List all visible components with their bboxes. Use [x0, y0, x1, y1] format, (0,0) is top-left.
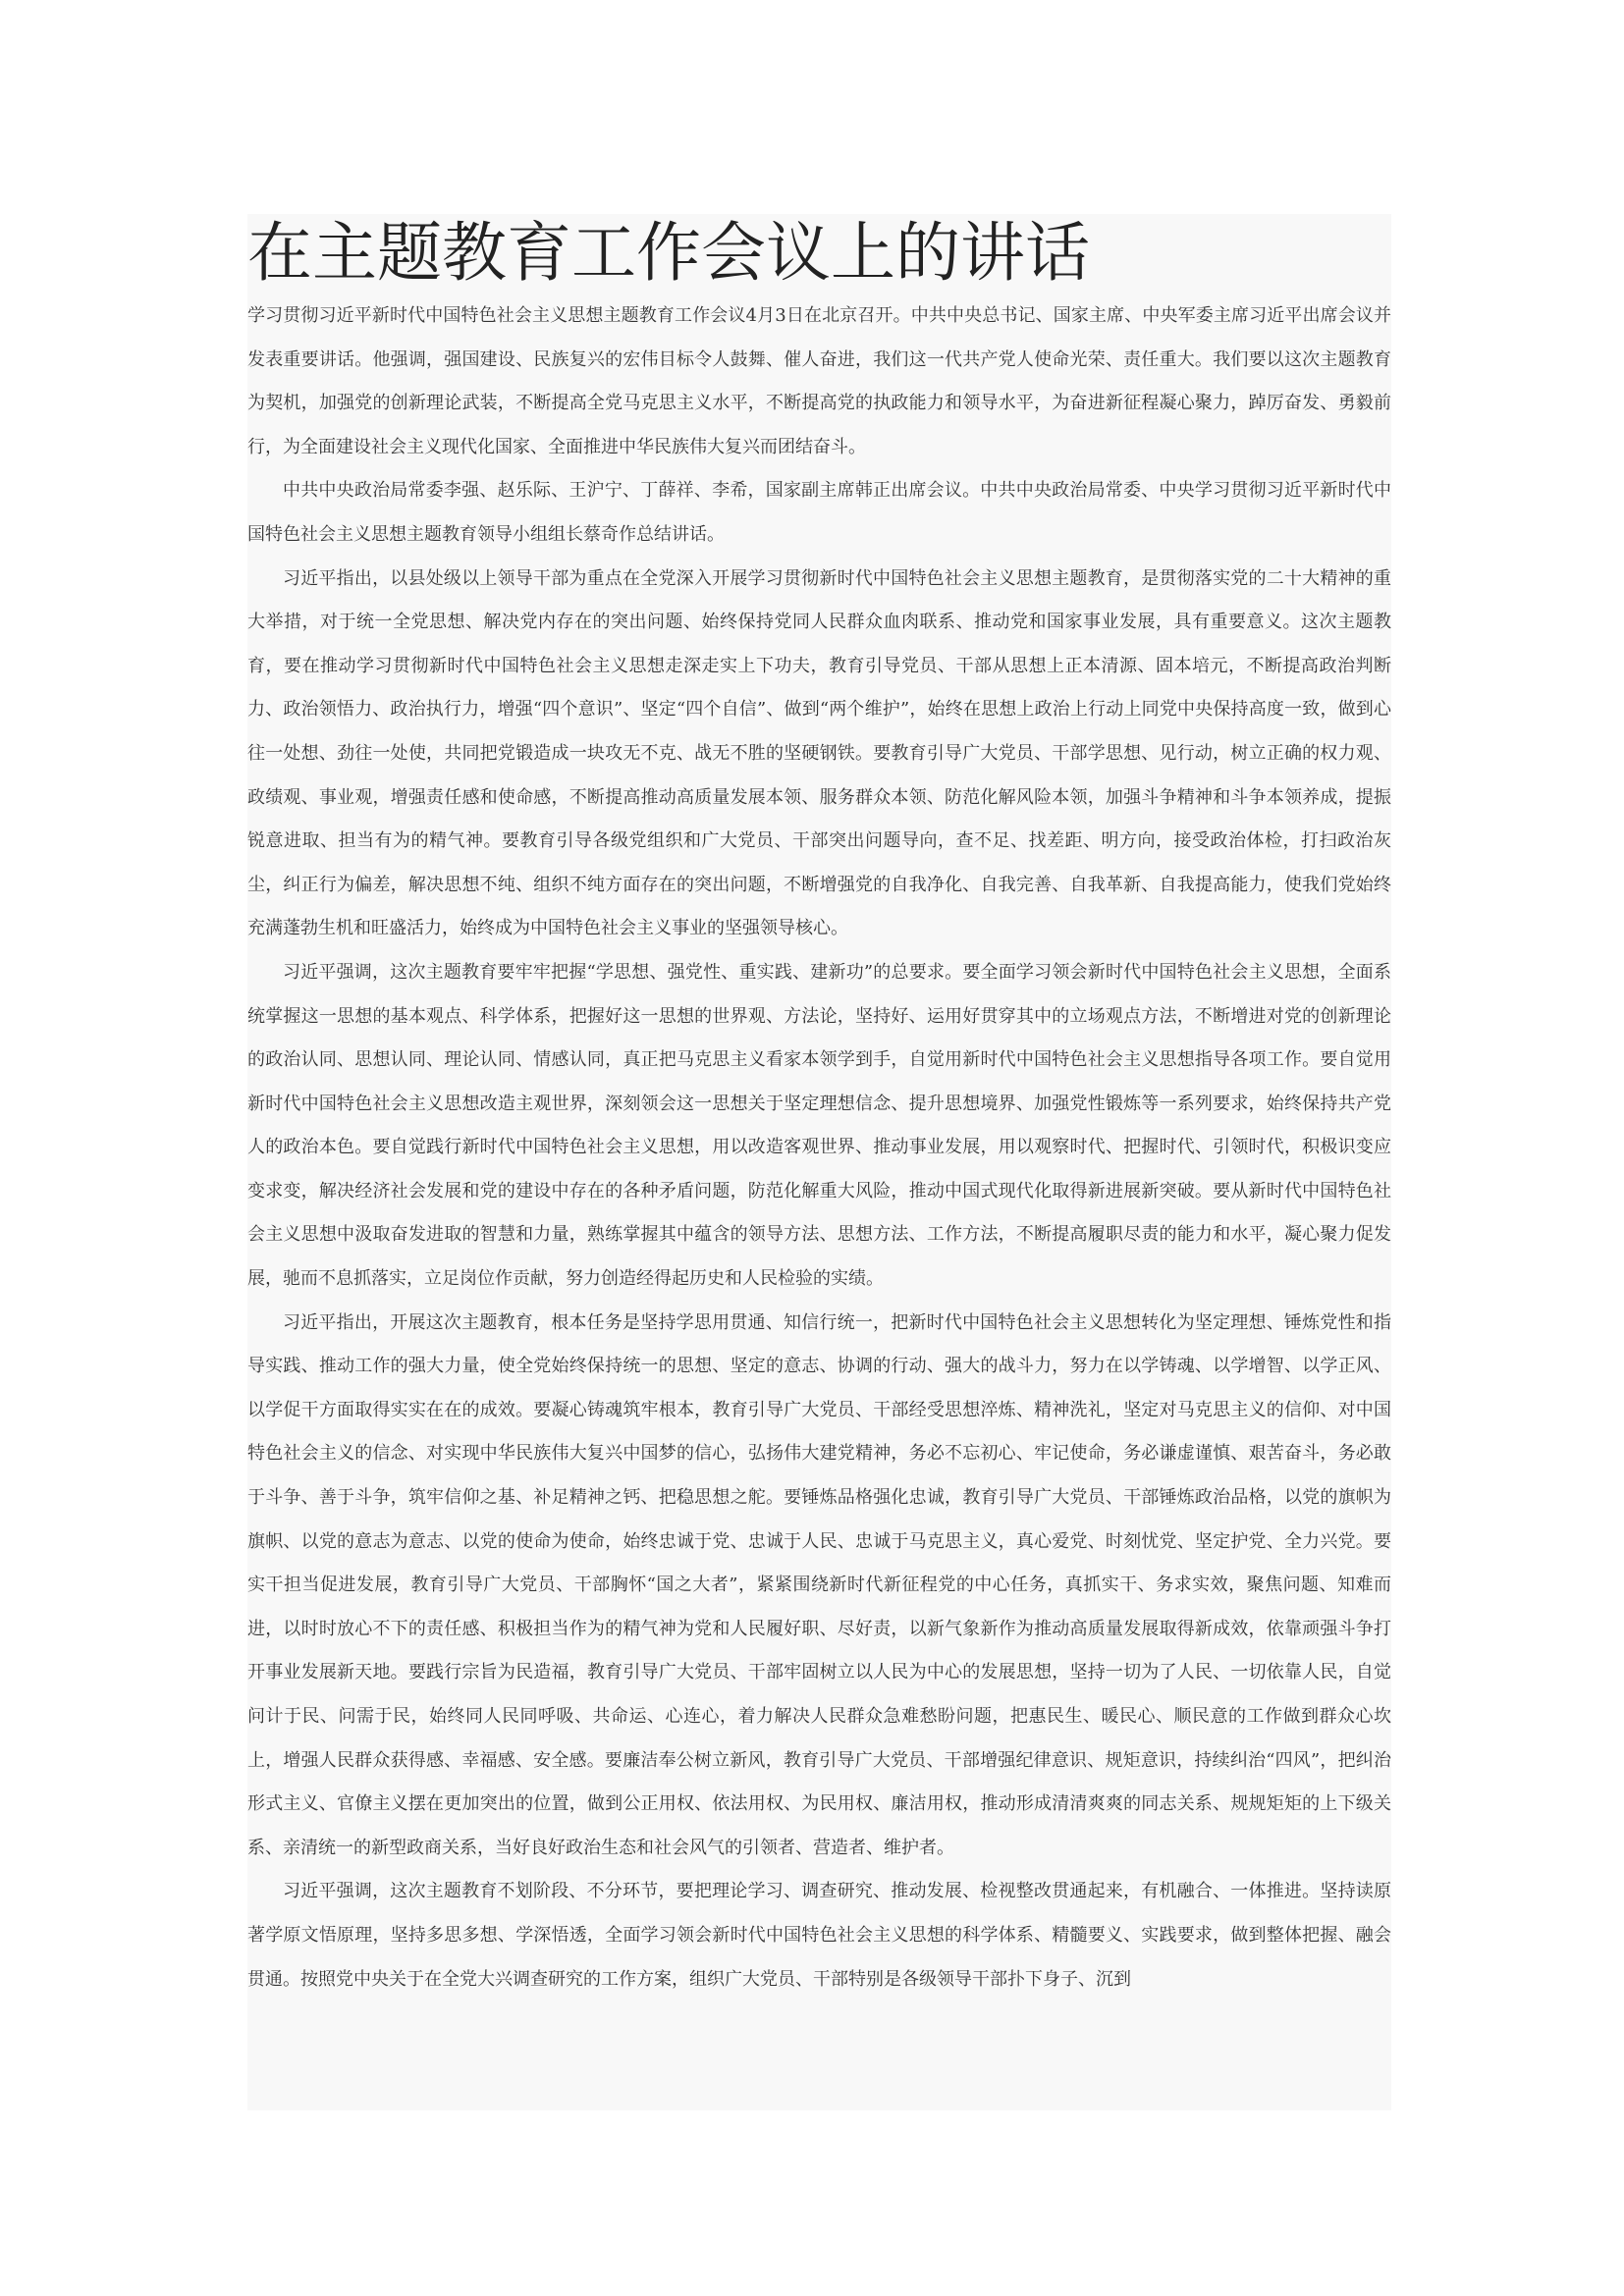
- document-title: 在主题教育工作会议上的讲话: [247, 215, 1090, 291]
- document-body: [247, 294, 1391, 2002]
- paragraph-1: 学习贯彻习近平新时代中国特色社会主义思想主题教育工作会议4月3日在北京召开。中共中央总书记、国家主席、中央军委主席习近平出席会议并发表重要讲话。他强调，强国建设、民族复兴的宏伟目标令人鼓舞、催人奋进，我们这一代共产党人使命光荣、责任重大。我们要以这次主题教育为契机，加强党的创新理论武装，不断提高全党马克思主义水平，不断提高党的执政能力和领导水平，为奋进新征程凝心聚力，踔厉奋发、勇毅前行，为全面建设社会主义现代化国家、全面推进中华民族伟大复兴而团结奋斗。: [247, 305, 1391, 457]
- paragraph-2: 中共中央政治局常委李强、赵乐际、王沪宁、丁薛祥、李希，国家副主席韩正出席会议。中共中央政治局常委、中央学习贯彻习近平新时代中国特色社会主义思想主题教育领导小组组长蔡奇作总结讲话。: [247, 480, 1391, 545]
- paragraph-5: 习近平指出，开展这次主题教育，根本任务是坚持学思用贯通、知信行统一，把新时代中国特色社会主义思想转化为坚定理想、锤炼党性和指导实践、推动工作的强大力量，使全党始终保持统一的思想、坚定的意志、协调的行动、强大的战斗力，努力在以学铸魂、以学增智、以学正风、以学促干方面取得实实在在的成效。要凝心铸魂筑牢根本，教育引导广大党员、干部经受思想淬炼、精神洗礼，坚定对马克思主义的信仰、对中国特色社会主义的信念、对实现中华民族伟大复兴中国梦的信心，弘扬伟大建党精神，务必不忘初心、牢记使命，务必谦虚谨慎、艰苦奋斗，务必敢于斗争、善于斗争，筑牢信仰之基、补足精神之钙、把稳思想之舵。要锤炼品格强化忠诚，教育引导广大党员、干部锤炼政治品格，以党的旗帜为旗帜、以党的意志为意志、以党的使命为使命，始终忠诚于党、忠诚于人民、忠诚于马克思主义，真心爱党、时刻忧党、坚定护党、全力兴党。要实干担当促进发展，教育引导广大党员、干部胸怀“国之大者”，紧紧围绕新时代新征程党的中心任务，真抓实干、务求实效，聚焦问题、知难而进，以时时放心不下的责任感、积极担当作为的精气神为党和人民履好职、尽好责，以新气象新作为推动高质量发展取得新成效，依靠顽强斗争打开事业发展新天地。要践行宗旨为民造福，教育引导广大党员、干部牢固树立以人民为中心的发展思想，坚持一切为了人民、一切依靠人民，自觉问计于民、问需于民，始终同人民同呼吸、共命运、心连心，着力解决人民群众急难愁盼问题，把惠民生、暖民心、顺民意的工作做到群众心坎上，增强人民群众获得感、幸福感、安全感。要廉洁奉公树立新风，教育引导广大党员、干部增强纪律意识、规矩意识，持续纠治“四风”，把纠治形式主义、官僚主义摆在更加突出的位置，做到公正用权、依法用权、为民用权、廉洁用权，推动形成清清爽爽的同志关系、规规矩矩的上下级关系、亲清统一的新型政商关系，当好良好政治生态和社会风气的引领者、营造者、维护者。: [247, 1311, 1391, 1858]
- document-page: [247, 214, 1391, 2110]
- paragraph-6: 习近平强调，这次主题教育不划阶段、不分环节，要把理论学习、调查研究、推动发展、检视整改贯通起来，有机融合、一体推进。坚持读原著学原文悟原理，坚持多思多想、学深悟透，全面学习领会新时代中国特色社会主义思想的科学体系、精髓要义、实践要求，做到整体把握、融会贯通。按照党中央关于在全党大兴调查研究的工作方案，组织广大党员、干部特别是各级领导干部扑下身子、沉到: [247, 1881, 1391, 1990]
- paragraph-4: 习近平强调，这次主题教育要牢牢把握“学思想、强党性、重实践、建新功”的总要求。要全面学习领会新时代中国特色社会主义思想，全面系统掌握这一思想的基本观点、科学体系，把握好这一思想的世界观、方法论，坚持好、运用好贯穿其中的立场观点方法，不断增进对党的创新理论的政治认同、思想认同、理论认同、情感认同，真正把马克思主义看家本领学到手，自觉用新时代中国特色社会主义思想指导各项工作。要自觉用新时代中国特色社会主义思想改造主观世界，深刻领会这一思想关于坚定理想信念、提升思想境界、加强党性锻炼等一系列要求，始终保持共产党人的政治本色。要自觉践行新时代中国特色社会主义思想，用以改造客观世界、推动事业发展，用以观察时代、把握时代、引领时代，积极识变应变求变，解决经济社会发展和党的建设中存在的各种矛盾问题，防范化解重大风险，推动中国式现代化取得新进展新突破。要从新时代中国特色社会主义思想中汲取奋发进取的智慧和力量，熟练掌握其中蕴含的领导方法、思想方法、工作方法，不断提高履职尽责的能力和水平，凝心聚力促发展，驰而不息抓落实，立足岗位作贡献，努力创造经得起历史和人民检验的实绩。: [247, 961, 1391, 1290]
- paragraph-3: 习近平指出，以县处级以上领导干部为重点在全党深入开展学习贯彻新时代中国特色社会主义思想主题教育，是贯彻落实党的二十大精神的重大举措，对于统一全党思想、解决党内存在的突出问题、始终保持党同人民群众血肉联系、推动党和国家事业发展，具有重要意义。这次主题教育，要在推动学习贯彻新时代中国特色社会主义思想走深走实上下功夫，教育引导党员、干部从思想上正本清源、固本培元，不断提高政治判断力、政治领悟力、政治执行力，增强“四个意识”、坚定“四个自信”、做到“两个维护”，始终在思想上政治上行动上同党中央保持高度一致，做到心往一处想、劲往一处使，共同把党锻造成一块攻无不克、战无不胜的坚硬钢铁。要教育引导广大党员、干部学思想、见行动，树立正确的权力观、政绩观、事业观，增强责任感和使命感，不断提高推动高质量发展本领、服务群众本领、防范化解风险本领，加强斗争精神和斗争本领养成，提振锐意进取、担当有为的精气神。要教育引导各级党组织和广大党员、干部突出问题导向，查不足、找差距、明方向，接受政治体检，打扫政治灰尘，纠正行为偏差，解决思想不纯、组织不纯方面存在的突出问题，不断增强党的自我净化、自我完善、自我革新、自我提高能力，使我们党始终充满蓬勃生机和旺盛活力，始终成为中国特色社会主义事业的坚强领导核心。: [247, 567, 1391, 939]
